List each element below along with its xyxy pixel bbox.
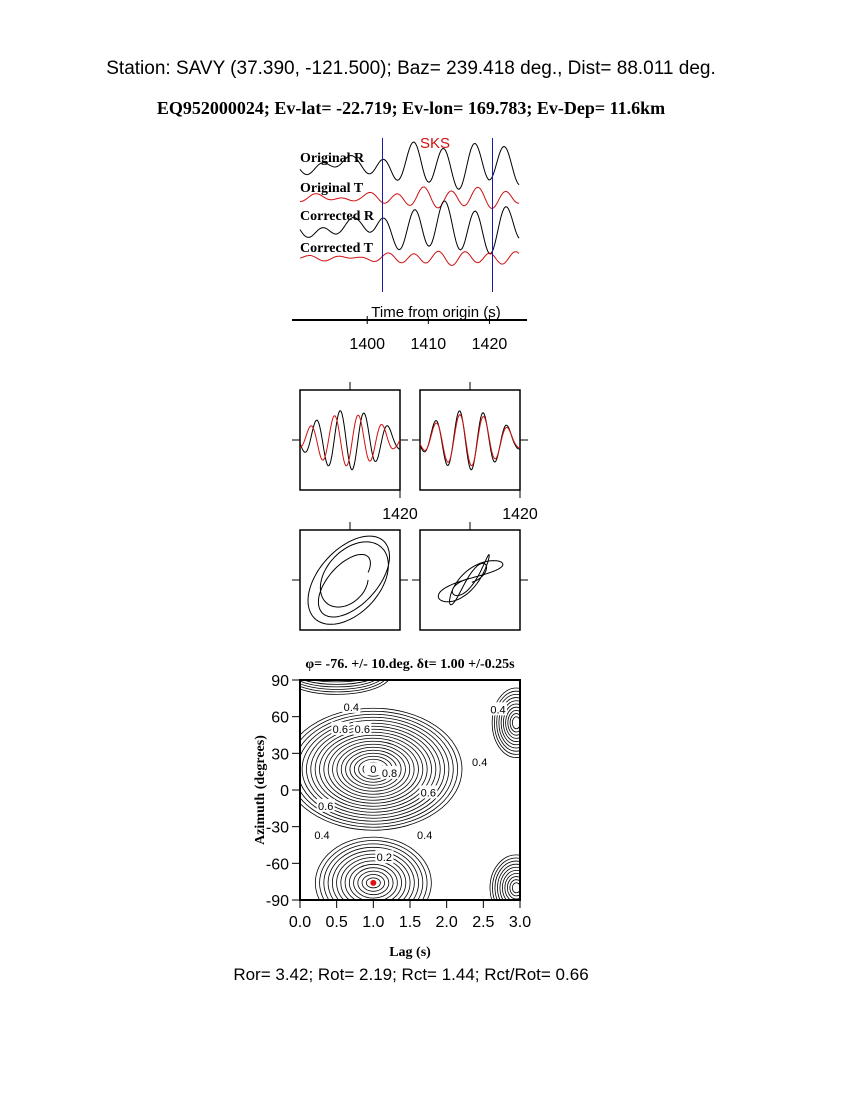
y-axis-label: Azimuth (degrees) — [253, 735, 268, 845]
time-tick-label: 1400 — [349, 336, 386, 353]
contour-line — [492, 688, 540, 758]
contour-label: 0.4 — [343, 701, 359, 714]
x-tick-label: 0.5 — [325, 914, 348, 931]
contour-label: 0.4 — [490, 704, 506, 717]
particle-motion-frame — [420, 530, 520, 630]
x-tick-label: 1.0 — [362, 914, 385, 931]
contour-label: 0.6 — [420, 787, 436, 800]
waveform-trace-black — [420, 411, 520, 470]
energy-contour-panel — [253, 653, 543, 960]
x-tick-label: 3.0 — [508, 914, 532, 931]
y-tick-label: -60 — [265, 856, 289, 874]
contour-title: φ= -76. +/- 10.deg. δt= 1.00 +/-0.25s — [305, 657, 515, 672]
time-axis-label: Time from origin (s) — [371, 304, 501, 321]
waveform-x-tick-label: 1420 — [382, 506, 418, 523]
trace-label: Corrected T — [300, 241, 373, 256]
best-fit-point — [370, 880, 376, 886]
contour-line — [505, 873, 528, 902]
x-tick-label: 0.0 — [288, 914, 312, 931]
contour-line — [503, 704, 529, 742]
time-tick-label: 1410 — [410, 336, 447, 353]
waveform-panel-frame — [420, 390, 520, 490]
trace-label: Corrected R — [300, 209, 374, 224]
contour-line — [506, 707, 527, 738]
trace-label: Original R — [300, 151, 365, 166]
contour-label: 0.8 — [381, 767, 398, 780]
event-info: EQ952000024; Ev-lat= -22.719; Ev-lon= 169.783; Ev-Dep= 11.6km — [156, 98, 666, 118]
waveform-panel-frame — [300, 390, 400, 490]
y-tick-label: -90 — [265, 893, 289, 910]
time-tick-label: 1420 — [471, 336, 508, 353]
waveform-trace-black — [300, 411, 400, 470]
contour-label: 0.6 — [318, 800, 334, 813]
trace-label: Original T — [300, 181, 364, 196]
y-tick-label: 0 — [280, 783, 289, 800]
contour-label: 0.6 — [354, 723, 370, 736]
y-tick-label: 60 — [271, 709, 289, 727]
y-tick-label: 30 — [271, 746, 289, 764]
particle-motion-trace — [438, 555, 503, 605]
contour-line — [495, 861, 538, 914]
contour-label: 0.4 — [417, 830, 433, 843]
x-axis-label: Lag (s) — [389, 945, 431, 960]
x-tick-label: 2.5 — [472, 914, 495, 931]
particle-motion-frame — [300, 530, 400, 630]
window-waveform-panels — [292, 382, 538, 523]
contour-label: 0.4 — [472, 756, 488, 769]
y-tick-label: -30 — [265, 819, 289, 837]
contour-lines — [282, 653, 542, 928]
phase-label: SKS — [419, 135, 451, 152]
contour-label: 0.6 — [332, 723, 348, 736]
y-tick-label: 90 — [271, 673, 289, 690]
contour-label: 0.2 — [376, 852, 392, 865]
contour-label: 0.4 — [314, 830, 330, 843]
seismogram-panel — [292, 135, 527, 353]
stats-line: Ror= 3.42; Rot= 2.19; Rct= 1.44; Rct/Rot= 0.66 — [233, 965, 589, 984]
contour-line — [490, 855, 543, 921]
waveform-x-tick-label: 1420 — [502, 506, 538, 523]
particle-motion-trace — [308, 536, 390, 624]
contour-line — [497, 864, 535, 911]
x-tick-label: 1.5 — [398, 914, 422, 931]
x-tick-label: 2.0 — [435, 914, 458, 931]
station-info: Station: SAVY (37.390, -121.500); Baz= 239.418 deg., Dist= 88.011 deg. — [106, 58, 716, 79]
particle-motion-panels — [292, 522, 528, 630]
contour-label: 0 — [370, 764, 377, 777]
